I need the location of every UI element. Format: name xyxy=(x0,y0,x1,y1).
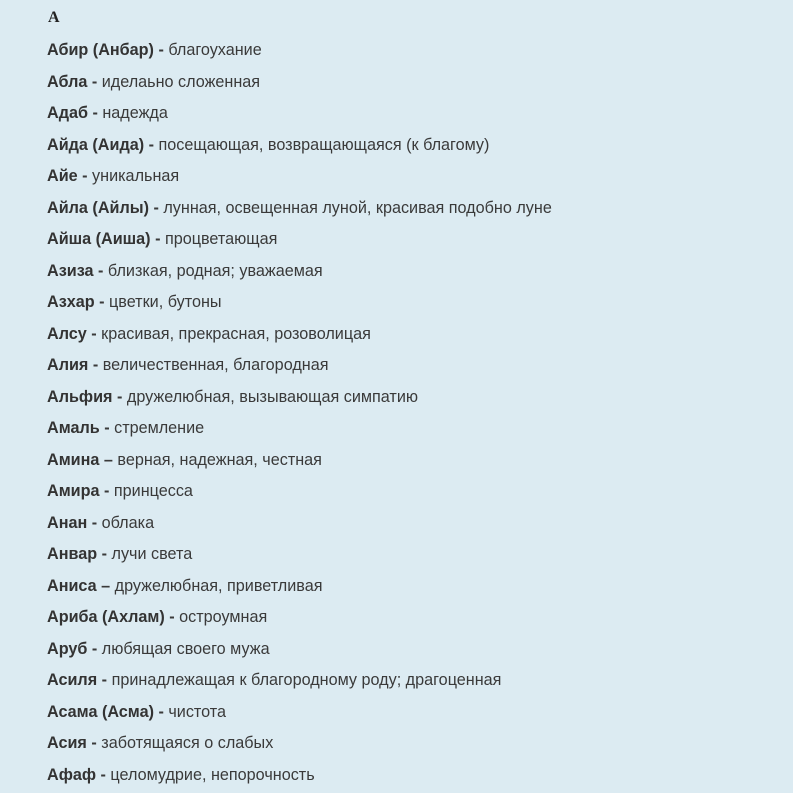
list-item xyxy=(47,697,793,729)
list-item xyxy=(47,634,793,666)
name-meaning: заботящаяся о слабых xyxy=(101,734,274,752)
separator-dash: - xyxy=(82,167,88,185)
name-meaning: целомудрие, непорочность xyxy=(110,765,315,784)
name-meaning: красивая, прекрасная, розоволицая xyxy=(101,324,371,343)
separator-dash: - xyxy=(91,734,97,752)
list-item xyxy=(47,350,793,382)
name-term: Альфия xyxy=(47,387,113,406)
separator-dash: - xyxy=(104,482,110,500)
name-meaning: лучи света xyxy=(111,545,193,563)
name-term: Алия xyxy=(47,356,89,374)
name-term: Асиля xyxy=(47,671,98,689)
separator-dash: - xyxy=(153,198,159,217)
list-item xyxy=(47,539,793,571)
name-meaning: благоухание xyxy=(168,41,262,59)
name-term: Анвар xyxy=(47,545,98,563)
names-list xyxy=(47,35,793,791)
name-meaning: принадлежащая к благородному роду; драгоценная xyxy=(111,671,502,689)
name-meaning: уникальная xyxy=(92,167,180,185)
name-meaning: принцесса xyxy=(113,482,193,500)
name-term: Айда (Аида) xyxy=(47,135,145,154)
name-term: Аниса xyxy=(47,576,97,595)
list-item xyxy=(47,67,793,99)
list-item xyxy=(47,476,793,508)
separator-dash: – xyxy=(101,576,111,595)
name-term: Абла xyxy=(47,72,88,91)
name-term: Абир (Анбар) xyxy=(47,41,154,59)
name-term: Асия xyxy=(47,734,87,752)
list-item xyxy=(47,193,793,225)
name-meaning: дружелюбная, приветливая xyxy=(114,576,323,595)
list-item xyxy=(47,445,793,477)
list-item xyxy=(47,665,793,697)
name-meaning: цветки, бутоны xyxy=(109,293,222,311)
separator-dash: - xyxy=(158,702,164,721)
separator-dash: - xyxy=(91,639,98,658)
name-meaning: чистота xyxy=(168,702,227,721)
name-term: Асама (Асма) xyxy=(47,702,154,721)
name-term: Айла (Айлы) xyxy=(47,198,149,217)
separator-dash: - xyxy=(100,765,106,784)
list-item xyxy=(47,161,793,193)
name-term: Амина xyxy=(47,450,100,469)
name-term: Айша (Аиша) xyxy=(47,230,151,248)
name-meaning: посещающая, возвращающаяся (к благому) xyxy=(158,135,490,154)
name-meaning: надежда xyxy=(102,104,168,122)
list-item xyxy=(47,413,793,445)
separator-dash: - xyxy=(91,324,97,343)
name-term: Аруб xyxy=(47,639,88,658)
list-item xyxy=(47,224,793,256)
list-item xyxy=(47,98,793,130)
separator-dash: – xyxy=(103,450,113,469)
name-meaning: дружелюбная, вызывающая симпатию xyxy=(126,387,418,406)
separator-dash: - xyxy=(117,387,123,406)
name-meaning: облака xyxy=(101,513,155,532)
name-term: Амира xyxy=(47,482,100,500)
list-item xyxy=(47,382,793,414)
separator-dash: - xyxy=(155,230,161,248)
list-item xyxy=(47,287,793,319)
list-item xyxy=(47,256,793,288)
separator-dash: - xyxy=(91,72,98,91)
separator-dash: - xyxy=(92,356,99,374)
name-meaning: величественная, благородная xyxy=(102,356,329,374)
name-term: Адаб xyxy=(47,104,88,122)
name-term: Азхар xyxy=(47,293,95,311)
name-meaning: иделаьно сложенная xyxy=(101,72,261,91)
separator-dash: - xyxy=(148,135,155,154)
separator-dash: - xyxy=(104,419,110,437)
list-item xyxy=(47,728,793,760)
name-meaning: лунная, освещенная луной, красивая подобно луне xyxy=(163,198,552,217)
list-item xyxy=(47,508,793,540)
list-item xyxy=(47,35,793,67)
list-item xyxy=(47,602,793,634)
separator-dash: - xyxy=(101,545,107,563)
separator-dash: - xyxy=(101,671,108,689)
list-item xyxy=(47,760,793,792)
name-meaning: остроумная xyxy=(179,608,268,626)
name-meaning: любящая своего мужа xyxy=(101,639,270,658)
name-term: Амаль xyxy=(47,419,100,437)
separator-dash: - xyxy=(98,261,104,280)
separator-dash: - xyxy=(92,104,98,122)
name-term: Афаф xyxy=(47,765,97,784)
separator-dash: - xyxy=(99,293,105,311)
name-term: Азиза xyxy=(47,261,94,280)
name-term: Айе xyxy=(47,167,78,185)
name-term: Ариба (Ахлам) xyxy=(47,608,165,626)
name-term: Алсу xyxy=(47,324,87,343)
separator-dash: - xyxy=(91,513,98,532)
list-item xyxy=(47,130,793,162)
name-meaning: процветающая xyxy=(164,230,278,248)
name-meaning: верная, надежная, честная xyxy=(117,450,322,469)
list-item xyxy=(47,571,793,603)
name-meaning: близкая, родная; уважаемая xyxy=(107,261,323,280)
list-item xyxy=(47,319,793,351)
name-term: Анан xyxy=(47,513,88,532)
separator-dash: - xyxy=(169,608,175,626)
separator-dash: - xyxy=(158,41,164,59)
section-letter-heading: А xyxy=(48,9,60,26)
name-meaning: стремление xyxy=(114,419,205,437)
